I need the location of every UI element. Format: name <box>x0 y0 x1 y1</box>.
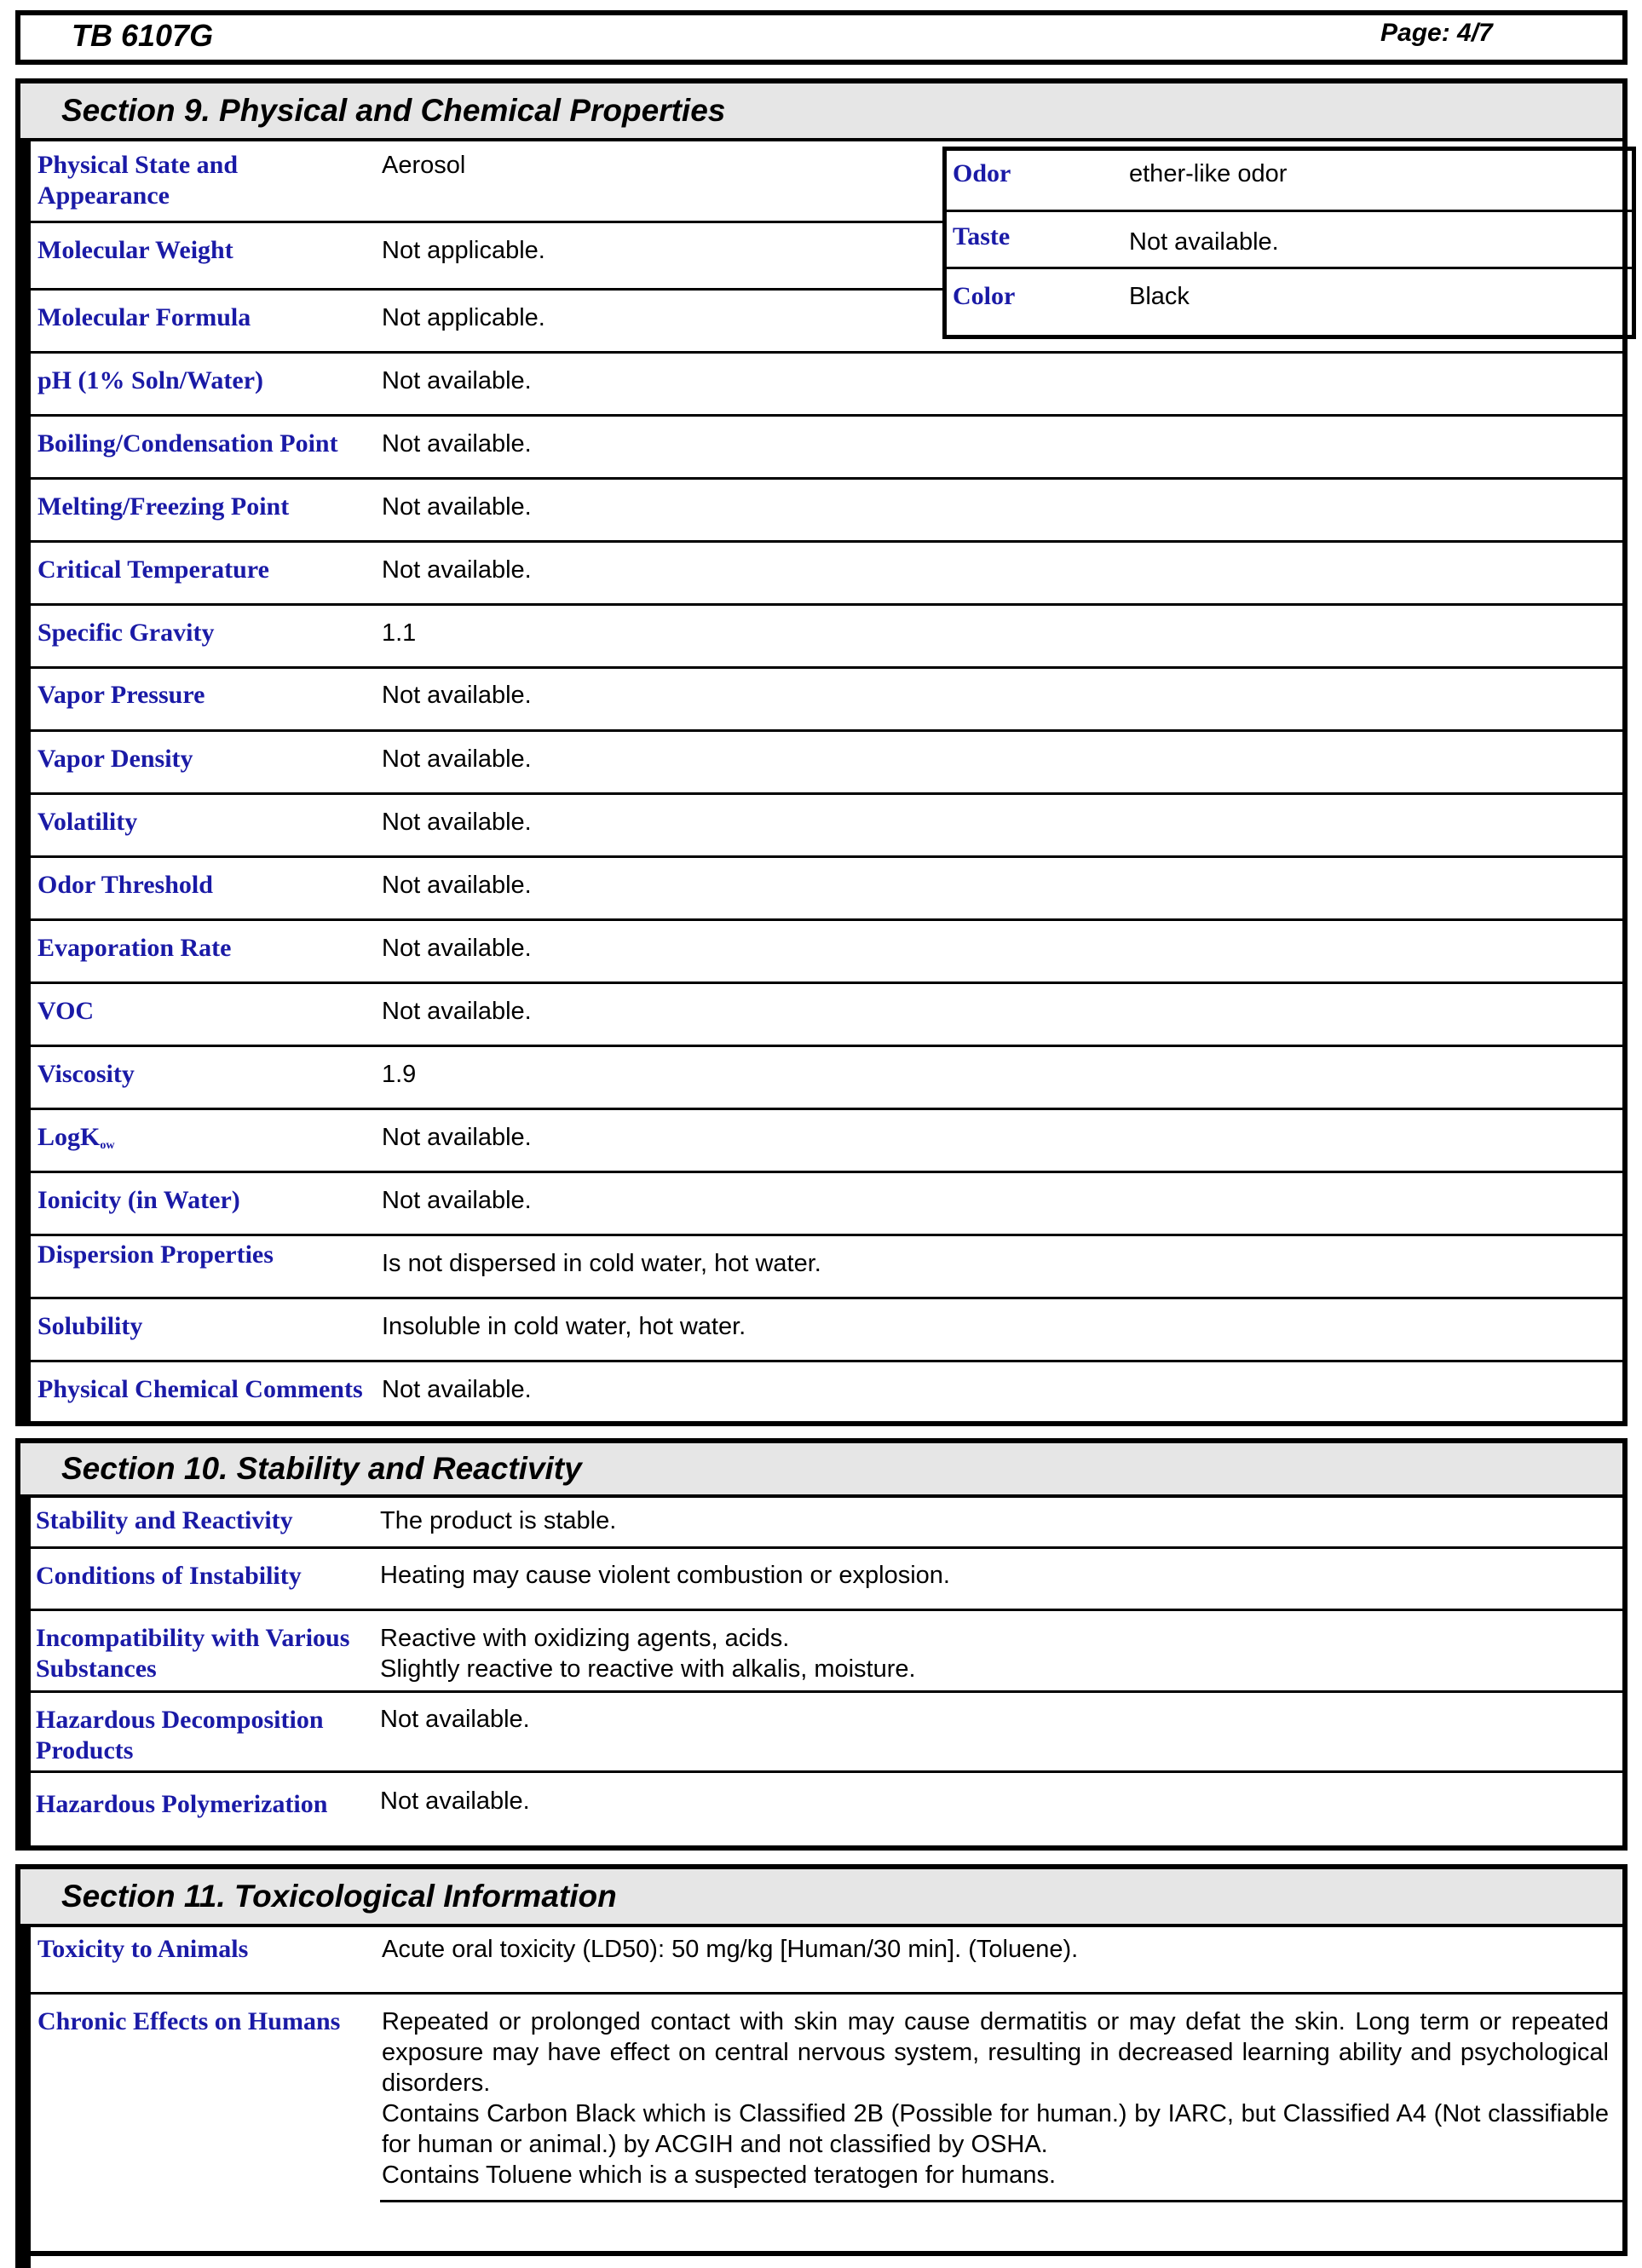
section9-left-rail <box>15 141 31 1426</box>
prop-label: Molecular Weight <box>37 236 233 264</box>
side-value-taste: Not available. <box>1129 228 1279 256</box>
prop-value: Not available. <box>382 809 532 836</box>
section10-title: Section 10. Stability and Reactivity <box>20 1443 1622 1498</box>
side-label-taste: Taste <box>953 222 1011 250</box>
prop-label: Ionicity (in Water) <box>37 1186 240 1214</box>
row-divider <box>31 1609 1622 1611</box>
prop-value: Not available. <box>382 1187 532 1214</box>
stability-value: Reactive with oxidizing agents, acids. <box>380 1625 790 1652</box>
chronic-para-2: Contains Carbon Black which is Classified 2B (Possible for human.) by IARC, but Classified A4 (Not classifiable for human or animal.) by ACGIH and not classified by OSHA. <box>382 2100 1609 2158</box>
side-divider <box>944 210 1633 212</box>
chronic-para-1: Repeated or prolonged contact with skin may cause dermatitis or may defat the skin. Long term or repeated exposure may have effect on central nervous system, resulting in decreased learning ability and psychological disorders. <box>382 2008 1609 2097</box>
tox-value: Acute oral toxicity (LD50): 50 mg/kg [Human/30 min]. (Toluene). <box>382 1936 1079 1963</box>
document-id: TB 6107G <box>72 18 214 53</box>
side-label-odor: Odor <box>953 159 1011 187</box>
stability-value: Heating may cause violent combustion or explosion. <box>380 1562 950 1589</box>
prop-label: Critical Temperature <box>37 555 269 584</box>
stability-value-line2: Slightly reactive to reactive with alkalis, moisture. <box>380 1655 916 1683</box>
prop-value: Insoluble in cold water, hot water. <box>382 1313 746 1340</box>
prop-label: Dispersion Properties <box>37 1240 274 1269</box>
prop-value: Not available. <box>382 682 532 709</box>
row-divider <box>31 855 1622 858</box>
row-divider <box>31 288 942 291</box>
row-divider <box>31 1770 1622 1773</box>
prop-value: Not available. <box>382 430 532 458</box>
side-label-color: Color <box>953 282 1016 310</box>
prop-label: Boiling/Condensation Point <box>37 429 338 458</box>
prop-value: Not available. <box>382 1124 532 1151</box>
prop-label: Specific Gravity <box>37 619 215 647</box>
row-divider <box>31 221 942 223</box>
prop-value: Not applicable. <box>382 304 545 331</box>
stability-label: Incompatibility with Various Substances <box>36 1624 350 1683</box>
stability-label: Conditions of Instability <box>36 1562 302 1590</box>
chronic-effects-text <box>382 2006 1609 2190</box>
prop-label: Melting/Freezing Point <box>37 492 290 521</box>
prop-value: 1.1 <box>382 619 417 647</box>
prop-label: Vapor Pressure <box>37 681 205 709</box>
row-divider <box>31 540 1622 543</box>
row-divider <box>31 981 1622 984</box>
stability-label: Hazardous Decomposition Products <box>36 1706 324 1764</box>
row-divider <box>31 1297 1622 1299</box>
prop-label: Molecular Formula <box>37 303 251 331</box>
row-divider <box>31 1992 1622 1995</box>
prop-value: Not available. <box>382 872 532 899</box>
row-divider <box>31 603 1622 606</box>
stability-value: Not available. <box>380 1787 530 1815</box>
row-divider <box>31 351 1622 354</box>
prop-label: Physical Chemical Comments <box>37 1375 363 1403</box>
row-divider <box>31 1360 1622 1362</box>
prop-value: Not applicable. <box>382 237 545 264</box>
row-divider <box>31 1234 1622 1236</box>
prop-label: Evaporation Rate <box>37 934 232 962</box>
logk-text: LogK <box>37 1123 101 1151</box>
prop-value: Aerosol <box>382 152 466 179</box>
appearance-side-box <box>942 147 1636 339</box>
section11-title: Section 11. Toxicological Information <box>20 1869 1622 1927</box>
prop-value: Not available. <box>382 935 532 962</box>
row-divider <box>31 792 1622 795</box>
row-divider <box>31 918 1622 921</box>
stability-label: Hazardous Polymerization <box>36 1790 328 1818</box>
section11-left-rail <box>15 1927 31 2268</box>
chronic-para-3: Contains Toluene which is a suspected teratogen for humans. <box>382 2162 1057 2189</box>
section10-left-rail <box>15 1498 31 1851</box>
stability-value: The product is stable. <box>380 1507 617 1534</box>
side-value-odor: ether-like odor <box>1129 160 1288 187</box>
logk-subscript: ow <box>100 1139 115 1152</box>
prop-label: VOC <box>37 997 95 1025</box>
prop-value: 1.9 <box>382 1061 417 1088</box>
prop-label: Vapor Density <box>37 745 193 773</box>
tox-label: Toxicity to Animals <box>37 1935 249 1963</box>
row-divider <box>31 1045 1622 1047</box>
prop-label: Solubility <box>37 1312 143 1340</box>
prop-label: Volatility <box>37 808 138 836</box>
prop-label-logkow <box>37 1122 114 1161</box>
side-value-color: Black <box>1129 283 1190 310</box>
row-divider <box>31 666 1622 669</box>
row-divider <box>31 1108 1622 1110</box>
prop-label: Physical State and Appearance <box>37 151 239 210</box>
prop-value: Not available. <box>382 367 532 394</box>
side-divider <box>944 267 1633 269</box>
row-divider <box>31 414 1622 417</box>
row-divider <box>31 477 1622 480</box>
prop-value: Not available. <box>382 998 532 1025</box>
row-divider <box>31 729 1622 732</box>
row-divider <box>31 1690 1622 1693</box>
prop-value: Not available. <box>382 745 532 773</box>
row-divider <box>31 1546 1622 1549</box>
row-divider <box>380 2200 1622 2202</box>
prop-label: Odor Threshold <box>37 871 213 899</box>
stability-label: Stability and Reactivity <box>36 1506 293 1534</box>
row-divider <box>31 1171 1622 1173</box>
prop-label: Viscosity <box>37 1060 135 1088</box>
page-number: Page: 4/7 <box>1380 19 1493 47</box>
prop-value: Not available. <box>382 493 532 521</box>
stability-value: Not available. <box>380 1706 530 1733</box>
prop-label: pH (1% Soln/Water) <box>37 366 264 394</box>
prop-value: Not available. <box>382 556 532 584</box>
prop-value: Not available. <box>382 1376 532 1403</box>
prop-value: Is not dispersed in cold water, hot water. <box>382 1250 821 1277</box>
tox-label: Chronic Effects on Humans <box>37 2007 341 2035</box>
section9-title: Section 9. Physical and Chemical Properties <box>20 83 1622 141</box>
